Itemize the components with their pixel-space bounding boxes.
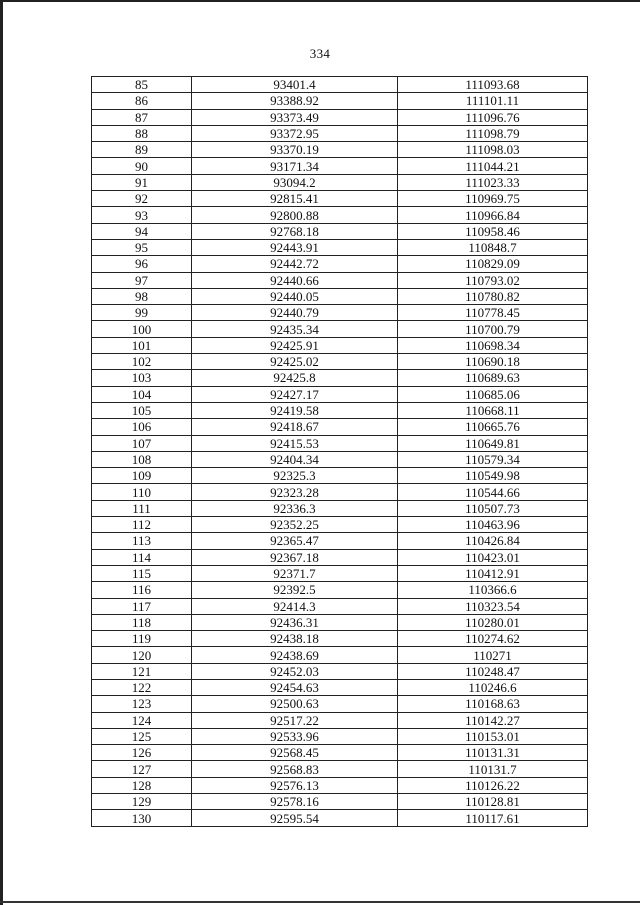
x-coordinate-cell: 92452.03 [192,663,398,679]
y-coordinate-cell: 110958.46 [398,223,588,239]
y-coordinate-cell: 110366.6 [398,582,588,598]
table-row [92,402,588,418]
table-row [92,582,588,598]
x-coordinate-cell: 93094.2 [192,174,398,190]
point-index-cell: 117 [92,598,192,614]
x-coordinate-cell: 92425.8 [192,370,398,386]
table-row [92,93,588,109]
y-coordinate-cell: 111023.33 [398,174,588,190]
table-row [92,631,588,647]
point-index-cell: 107 [92,435,192,451]
x-coordinate-cell: 93401.4 [192,77,398,93]
point-index-cell: 108 [92,451,192,467]
point-index-cell: 113 [92,533,192,549]
y-coordinate-cell: 110280.01 [398,614,588,630]
y-coordinate-cell: 110579.34 [398,451,588,467]
point-index-cell: 110 [92,484,192,500]
y-coordinate-cell: 110649.81 [398,435,588,451]
y-coordinate-cell: 111098.03 [398,142,588,158]
y-coordinate-cell: 110700.79 [398,321,588,337]
point-index-cell: 118 [92,614,192,630]
point-index-cell: 85 [92,77,192,93]
point-index-cell: 87 [92,109,192,125]
x-coordinate-cell: 93388.92 [192,93,398,109]
y-coordinate-cell: 110271 [398,647,588,663]
point-index-cell: 122 [92,679,192,695]
point-index-cell: 102 [92,354,192,370]
y-coordinate-cell: 110698.34 [398,337,588,353]
table-row [92,321,588,337]
x-coordinate-cell: 92427.17 [192,386,398,402]
x-coordinate-cell: 92438.18 [192,631,398,647]
page-number: 334 [309,46,331,61]
x-coordinate-cell: 92568.83 [192,761,398,777]
x-coordinate-cell: 92436.31 [192,614,398,630]
table-row [92,354,588,370]
y-coordinate-cell: 110248.47 [398,663,588,679]
table-row [92,484,588,500]
point-index-cell: 89 [92,142,192,158]
table-row [92,679,588,695]
y-coordinate-cell: 110507.73 [398,500,588,516]
y-coordinate-cell: 111101.11 [398,93,588,109]
table-row [92,223,588,239]
point-index-cell: 101 [92,337,192,353]
y-coordinate-cell: 111096.76 [398,109,588,125]
x-coordinate-cell: 93372.95 [192,125,398,141]
point-index-cell: 126 [92,745,192,761]
table-row [92,517,588,533]
table-row [92,500,588,516]
x-coordinate-cell: 92323.28 [192,484,398,500]
table-row [92,109,588,125]
y-coordinate-cell: 110131.7 [398,761,588,777]
y-coordinate-cell: 110793.02 [398,272,588,288]
point-index-cell: 120 [92,647,192,663]
y-coordinate-cell: 110689.63 [398,370,588,386]
point-index-cell: 104 [92,386,192,402]
y-coordinate-cell: 110128.81 [398,794,588,810]
table-row [92,696,588,712]
table-row [92,810,588,826]
y-coordinate-cell: 110966.84 [398,207,588,223]
y-coordinate-cell: 110778.45 [398,305,588,321]
point-index-cell: 98 [92,288,192,304]
table-row [92,305,588,321]
x-coordinate-cell: 93171.34 [192,158,398,174]
page-bottom-edge [0,901,640,903]
table-row [92,728,588,744]
point-index-cell: 128 [92,777,192,793]
y-coordinate-cell: 110426.84 [398,533,588,549]
y-coordinate-cell: 110829.09 [398,256,588,272]
point-index-cell: 119 [92,631,192,647]
x-coordinate-cell: 92768.18 [192,223,398,239]
point-index-cell: 92 [92,191,192,207]
y-coordinate-cell: 110423.01 [398,549,588,565]
table-row [92,435,588,451]
point-index-cell: 94 [92,223,192,239]
x-coordinate-cell: 92568.45 [192,745,398,761]
x-coordinate-cell: 92414.3 [192,598,398,614]
x-coordinate-cell: 92595.54 [192,810,398,826]
point-index-cell: 130 [92,810,192,826]
table-row [92,272,588,288]
point-index-cell: 95 [92,239,192,255]
x-coordinate-cell: 92533.96 [192,728,398,744]
y-coordinate-cell: 110665.76 [398,419,588,435]
y-coordinate-cell: 110780.82 [398,288,588,304]
x-coordinate-cell: 92404.34 [192,451,398,467]
table-row [92,565,588,581]
x-coordinate-cell: 92438.69 [192,647,398,663]
y-coordinate-cell: 110246.6 [398,679,588,695]
x-coordinate-cell: 92440.05 [192,288,398,304]
table-row [92,239,588,255]
table-row [92,370,588,386]
table-row [92,337,588,353]
y-coordinate-cell: 110668.11 [398,402,588,418]
table-row [92,77,588,93]
x-coordinate-cell: 92440.79 [192,305,398,321]
point-index-cell: 123 [92,696,192,712]
table-row [92,288,588,304]
page-top-edge [0,0,640,2]
y-coordinate-cell: 110969.75 [398,191,588,207]
point-index-cell: 96 [92,256,192,272]
table-row [92,451,588,467]
point-index-cell: 115 [92,565,192,581]
table-row [92,745,588,761]
x-coordinate-cell: 92576.13 [192,777,398,793]
table-row [92,761,588,777]
x-coordinate-cell: 92367.18 [192,549,398,565]
y-coordinate-cell: 110131.31 [398,745,588,761]
x-coordinate-cell: 92352.25 [192,517,398,533]
y-coordinate-cell: 111098.79 [398,125,588,141]
point-index-cell: 86 [92,93,192,109]
point-index-cell: 121 [92,663,192,679]
point-index-cell: 97 [92,272,192,288]
table-row [92,207,588,223]
y-coordinate-cell: 110323.54 [398,598,588,614]
y-coordinate-cell: 110463.96 [398,517,588,533]
x-coordinate-cell: 92371.7 [192,565,398,581]
x-coordinate-cell: 92500.63 [192,696,398,712]
table-row [92,614,588,630]
y-coordinate-cell: 110126.22 [398,777,588,793]
y-coordinate-cell: 110153.01 [398,728,588,744]
table-row [92,125,588,141]
x-coordinate-cell: 92435.34 [192,321,398,337]
table-row [92,663,588,679]
page-left-edge [0,0,3,905]
x-coordinate-cell: 92800.88 [192,207,398,223]
point-index-cell: 127 [92,761,192,777]
point-index-cell: 105 [92,402,192,418]
table-row [92,386,588,402]
y-coordinate-cell: 110168.63 [398,696,588,712]
y-coordinate-cell: 110690.18 [398,354,588,370]
point-index-cell: 100 [92,321,192,337]
table-row [92,777,588,793]
y-coordinate-cell: 110274.62 [398,631,588,647]
y-coordinate-cell: 111093.68 [398,77,588,93]
x-coordinate-cell: 92425.02 [192,354,398,370]
table-row [92,419,588,435]
y-coordinate-cell: 111044.21 [398,158,588,174]
table-row [92,549,588,565]
x-coordinate-cell: 93370.19 [192,142,398,158]
y-coordinate-cell: 110544.66 [398,484,588,500]
y-coordinate-cell: 110848.7 [398,239,588,255]
point-index-cell: 112 [92,517,192,533]
x-coordinate-cell: 92392.5 [192,582,398,598]
x-coordinate-cell: 92443.91 [192,239,398,255]
table-row [92,533,588,549]
table-row [92,598,588,614]
table-row [92,468,588,484]
table-row [92,142,588,158]
x-coordinate-cell: 92440.66 [192,272,398,288]
point-index-cell: 111 [92,500,192,516]
y-coordinate-cell: 110549.98 [398,468,588,484]
table-row [92,191,588,207]
point-index-cell: 129 [92,794,192,810]
point-index-cell: 88 [92,125,192,141]
x-coordinate-cell: 92415.53 [192,435,398,451]
x-coordinate-cell: 92325.3 [192,468,398,484]
table-row [92,256,588,272]
x-coordinate-cell: 93373.49 [192,109,398,125]
y-coordinate-cell: 110412.91 [398,565,588,581]
x-coordinate-cell: 92419.58 [192,402,398,418]
x-coordinate-cell: 92517.22 [192,712,398,728]
x-coordinate-cell: 92454.63 [192,679,398,695]
point-index-cell: 90 [92,158,192,174]
x-coordinate-cell: 92365.47 [192,533,398,549]
table-row [92,794,588,810]
point-index-cell: 99 [92,305,192,321]
table-row [92,647,588,663]
point-index-cell: 125 [92,728,192,744]
point-index-cell: 93 [92,207,192,223]
coordinate-table [91,76,588,827]
x-coordinate-cell: 92442.72 [192,256,398,272]
table-body [92,77,588,827]
y-coordinate-cell: 110117.61 [398,810,588,826]
point-index-cell: 106 [92,419,192,435]
point-index-cell: 103 [92,370,192,386]
x-coordinate-cell: 92336.3 [192,500,398,516]
table-row [92,174,588,190]
point-index-cell: 91 [92,174,192,190]
y-coordinate-cell: 110142.27 [398,712,588,728]
point-index-cell: 114 [92,549,192,565]
x-coordinate-cell: 92425.91 [192,337,398,353]
table-row [92,158,588,174]
y-coordinate-cell: 110685.06 [398,386,588,402]
table-row [92,712,588,728]
x-coordinate-cell: 92815.41 [192,191,398,207]
x-coordinate-cell: 92578.16 [192,794,398,810]
x-coordinate-cell: 92418.67 [192,419,398,435]
point-index-cell: 116 [92,582,192,598]
point-index-cell: 124 [92,712,192,728]
point-index-cell: 109 [92,468,192,484]
